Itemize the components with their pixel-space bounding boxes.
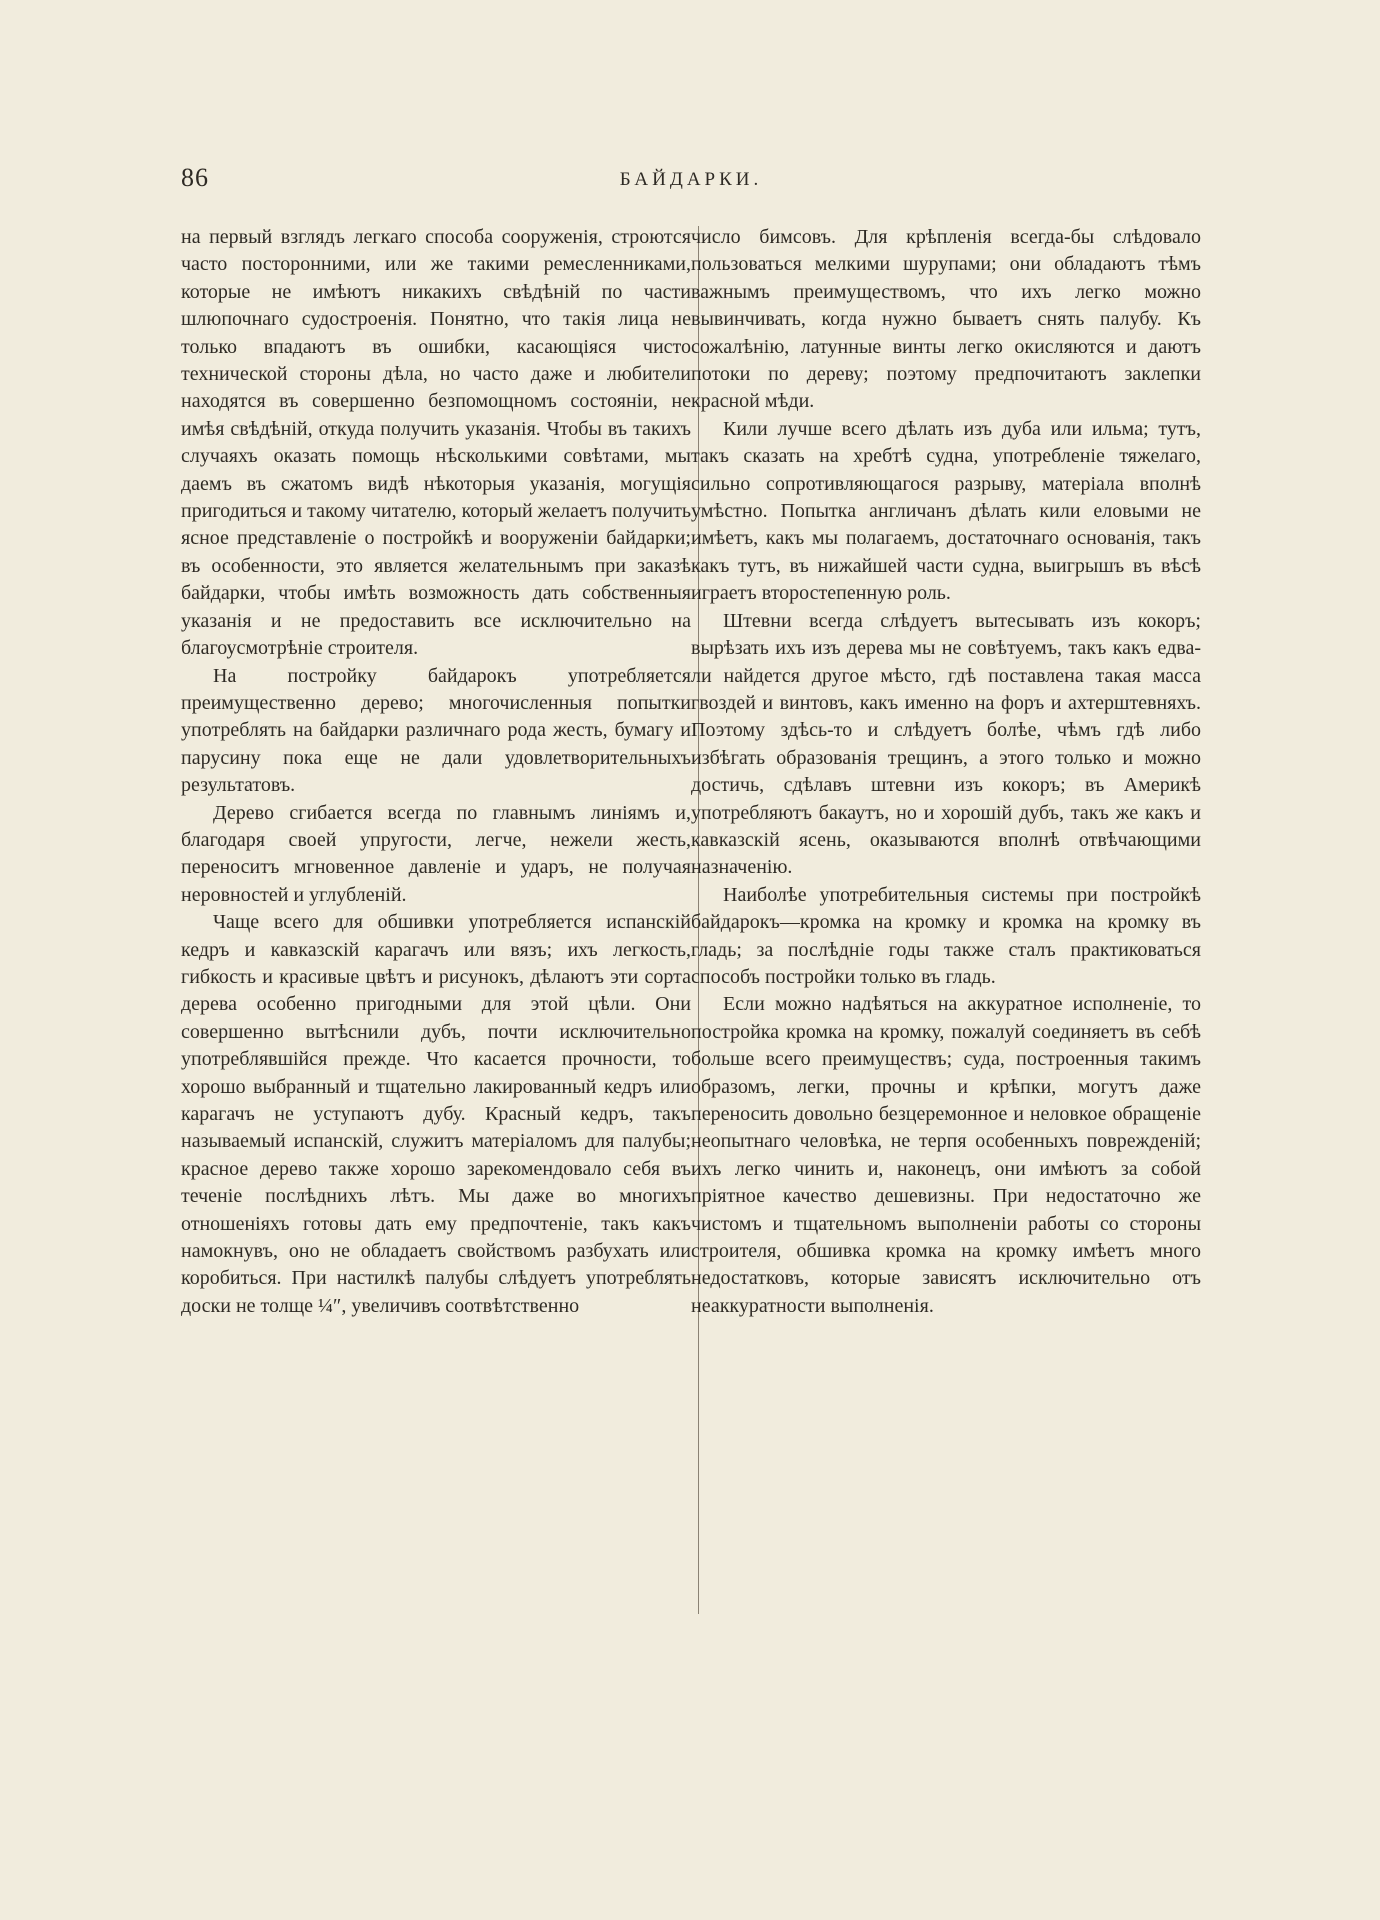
paragraph: Чаще всего для обшивки употребляется испанскій кедръ и кавказскій карагачъ или вязъ; ихъ легкость, гибкость и красивые цвѣтъ и рисунокъ, дѣлаютъ эти сорта дерева особенно пригодными для этой цѣли. Они совершенно вытѣснили дубъ, почти исключительно употреблявшійся прежде. Что касается прочности, то хорошо выбранный и тщательно лакированный кедръ или карагачъ не уступаютъ дубу. Красный кедръ, такъ называемый испанскій, служитъ матеріаломъ для палубы; красное дерево также хорошо зарекомендовало себя въ теченіе послѣднихъ лѣтъ. Мы даже во многихъ отношеніяхъ готовы дать ему предпочтеніе, такъ какъ намокнувъ, оно не обладаетъ свойствомъ разбухать или коробиться. При настилкѣ палубы слѣдуетъ употреблять доски не толще ¼″, увеличивъ соотвѣтственно <box>181 911 691 1317</box>
paragraph: Штевни всегда слѣдуетъ вытесывать изъ кокоръ; вырѣзать ихъ изъ дерева мы не совѣтуемъ, такъ какъ едва-ли найдется другое мѣсто, гдѣ поставлена такая масса гвоздей и винтовъ, какъ именно на форъ и ахтерштевняхъ. Поэтому здѣсь-то и слѣдуетъ болѣе, чѣмъ гдѣ либо избѣгать образованія трещинъ, а этого только и можно достичь, сдѣлавъ штевни изъ кокоръ; въ Америкѣ употребляютъ бакаутъ, но и хорошій дубъ, такъ же какъ и кавказскій ясень, оказываются вполнѣ отвѣчающими назначенію. <box>691 609 1201 879</box>
paragraph: Кили лучше всего дѣлать изъ дуба или ильма; тутъ, такъ сказать на хребтѣ судна, употребленіе тяжелаго, сильно сопротивляющагося разрыву, матеріала вполнѣ умѣстно. Попытка англичанъ дѣлать кили еловыми не имѣетъ, какъ мы полагаемъ, достаточнаго основанія, такъ какъ тутъ, въ нижайшей части судна, выигрышъ въ вѣсѣ играетъ второстепенную роль. <box>691 417 1201 605</box>
right-column <box>691 224 1201 1320</box>
paragraph: число бимсовъ. Для крѣпленія всегда-бы слѣдовало пользоваться мелкими шурупами; они обладаютъ тѣмъ важнымъ преимуществомъ, что ихъ легко можно вывинчивать, когда нужно бываетъ снять палубу. Къ сожалѣнію, латунные винты легко окисляются и даютъ потоки по дереву; поэтому предпочитаютъ заклепки красной мѣди. <box>691 226 1201 413</box>
paragraph: Если можно надѣяться на аккуратное исполненіе, то постройка кромка на кромку, пожалуй соединяетъ въ себѣ больше всего преимуществъ; суда, построенныя такимъ образомъ, легки, прочны и крѣпки, могутъ даже переносить довольно безцеремонное и неловкое обращеніе неопытнаго человѣка, не терпя особенныхъ поврежденій; ихъ легко чинить и, наконецъ, они имѣютъ за собой пріятное качество дешевизны. При недостаточно же чистомъ и тщательномъ выполненіи работы со стороны строителя, обшивка кромка на кромку имѣетъ много недостатковъ, которые зависятъ исключительно отъ неаккуратности выполненія. <box>691 993 1201 1317</box>
left-column <box>181 224 691 1320</box>
page-number: 86 <box>181 163 209 192</box>
page-header <box>181 163 1201 203</box>
running-title: БАЙДАРКИ. <box>619 169 763 190</box>
text-columns <box>181 224 1201 1320</box>
paragraph: на первый взглядъ легкаго способа сооруженія, строются часто посторонними, или же такими ремесленниками, которые не имѣютъ никакихъ свѣдѣній по части шлюпочнаго судостроенія. Понятно, что такія лица не только впадаютъ въ ошибки, касающіяся чисто технической стороны дѣла, но часто даже и любители находятся въ совершенно безпомощномъ состояніи, не имѣя свѣдѣній, откуда получить указанія. Чтобы въ такихъ случаяхъ оказать помощь нѣсколькими совѣтами, мы даемъ въ сжатомъ видѣ нѣкоторыя указанія, могущія пригодиться и такому читателю, который желаетъ получить ясное представленіе о постройкѣ и вооруженіи байдарки; въ особенности, это является желательнымъ при заказѣ байдарки, чтобы имѣть возможность дать собственныя указанія и не предоставить все исключительно на благоусмотрѣніе строителя. <box>181 226 691 660</box>
paragraph: Дерево сгибается всегда по главнымъ линіямъ и, благодаря своей упругости, легче, нежели жесть, переноситъ мгновенное давленіе и ударъ, не получая неровностей и углубленій. <box>181 801 691 906</box>
paragraph: На постройку байдарокъ употребляется преимущественно дерево; многочисленныя попытки употреблять на байдарки различнаго рода жесть, бумагу и парусину пока еще не дали удовлетворительныхъ результатовъ. <box>181 664 691 797</box>
paragraph: Наиболѣе употребительныя системы при постройкѣ байдарокъ—кромка на кромку и кромка на кромку въ гладь; за послѣдніе годы также сталъ практиковаться способъ постройки только въ гладь. <box>691 883 1201 988</box>
